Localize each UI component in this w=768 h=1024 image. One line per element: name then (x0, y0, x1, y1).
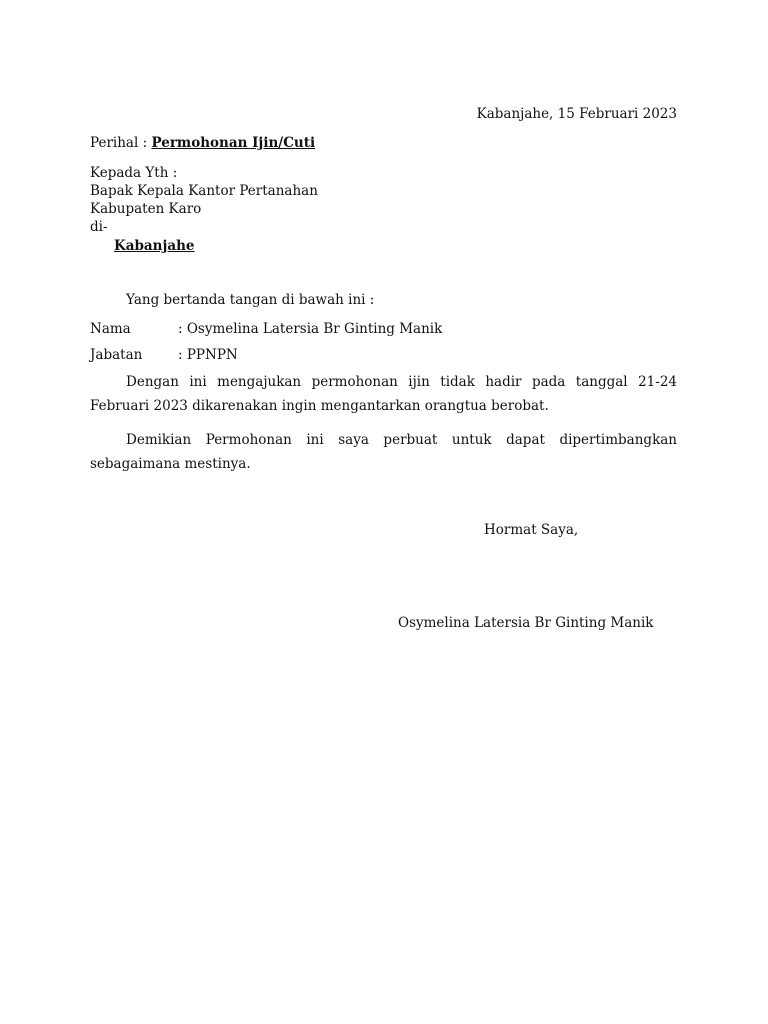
body-paragraph-1: Dengan ini mengajukan permohonan ijin tidak hadir pada tanggal 21-24 Februari 2023 dikarenakan ingin mengantarkan orangtua berobat. (90, 374, 677, 414)
recipient-line-3: di- (90, 219, 108, 235)
recipient-city: Kabanjahe (114, 238, 195, 254)
field-label-jabatan: Jabatan (90, 347, 143, 363)
recipient-line-2: Kabupaten Karo (90, 201, 202, 217)
intro-text: Yang bertanda tangan di bawah ini : (126, 292, 375, 308)
field-label-nama: Nama (90, 321, 131, 337)
field-value-jabatan: : PPNPN (178, 347, 238, 363)
letter-subject-line (90, 135, 315, 151)
subject-label: Perihal : (90, 135, 148, 151)
signer-name: Osymelina Latersia Br Ginting Manik (398, 615, 654, 631)
recipient-block (90, 164, 318, 255)
letter-place-date: Kabanjahe, 15 Februari 2023 (476, 106, 677, 122)
recipient-line-1: Bapak Kepala Kantor Pertanahan (90, 183, 318, 199)
recipient-greeting: Kepada Yth : (90, 165, 178, 181)
subject-text: Permohonan Ijin/Cuti (151, 135, 316, 151)
closing-salutation: Hormat Saya, (484, 522, 579, 538)
body-paragraph-2: Demikian Permohonan ini saya perbuat untuk dapat dipertimbangkan sebagaimana mestinya. (90, 432, 677, 472)
field-value-nama: : Osymelina Latersia Br Ginting Manik (178, 321, 443, 337)
